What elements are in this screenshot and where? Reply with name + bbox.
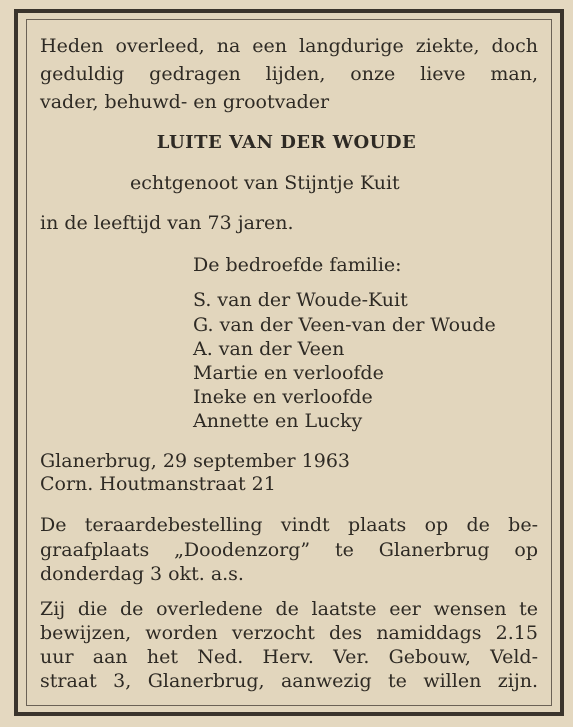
funeral-line-1: De teraardebestelling vindt plaats op de be- bbox=[40, 514, 538, 536]
tribute-line-2: bewijzen, worden verzocht des namiddags 2.15 bbox=[40, 622, 538, 644]
tribute-line-4: straat 3, Glanerbrug, aanwezig te willen zijn. bbox=[40, 670, 538, 692]
funeral-line-3: donderdag 3 okt. a.s. bbox=[40, 563, 244, 585]
intro-line-1: Heden overleed, na een langdurige ziekte, doch bbox=[40, 35, 538, 57]
address: Corn. Houtmanstraat 21 bbox=[40, 473, 276, 495]
age-line: in de leeftijd van 73 jaren. bbox=[40, 212, 294, 234]
family-member: G. van der Veen-van der Woude bbox=[193, 314, 496, 336]
family-member: Annette en Lucky bbox=[193, 410, 363, 432]
spouse-line: echtgenoot van Stijntje Kuit bbox=[130, 172, 400, 194]
deceased-name: LUITE VAN DER WOUDE bbox=[156, 132, 417, 153]
tribute-line-1: Zij die de overledene de laatste eer wensen te bbox=[40, 598, 538, 620]
family-member: S. van der Woude-Kuit bbox=[193, 289, 408, 311]
family-member: Martie en verloofde bbox=[193, 362, 384, 384]
funeral-line-2: graafplaats „Doodenzorg” te Glanerbrug op bbox=[40, 539, 538, 561]
intro-line-2: geduldig gedragen lijden, onze lieve man, bbox=[40, 63, 538, 85]
intro-line-3: vader, behuwd- en grootvader bbox=[40, 91, 330, 113]
family-member: Ineke en verloofde bbox=[193, 386, 373, 408]
family-heading: De bedroefde familie: bbox=[193, 254, 402, 276]
tribute-line-3: uur aan het Ned. Herv. Ver. Gebouw, Veld- bbox=[40, 646, 538, 668]
place-date: Glanerbrug, 29 september 1963 bbox=[40, 450, 351, 472]
family-member: A. van der Veen bbox=[193, 338, 345, 360]
